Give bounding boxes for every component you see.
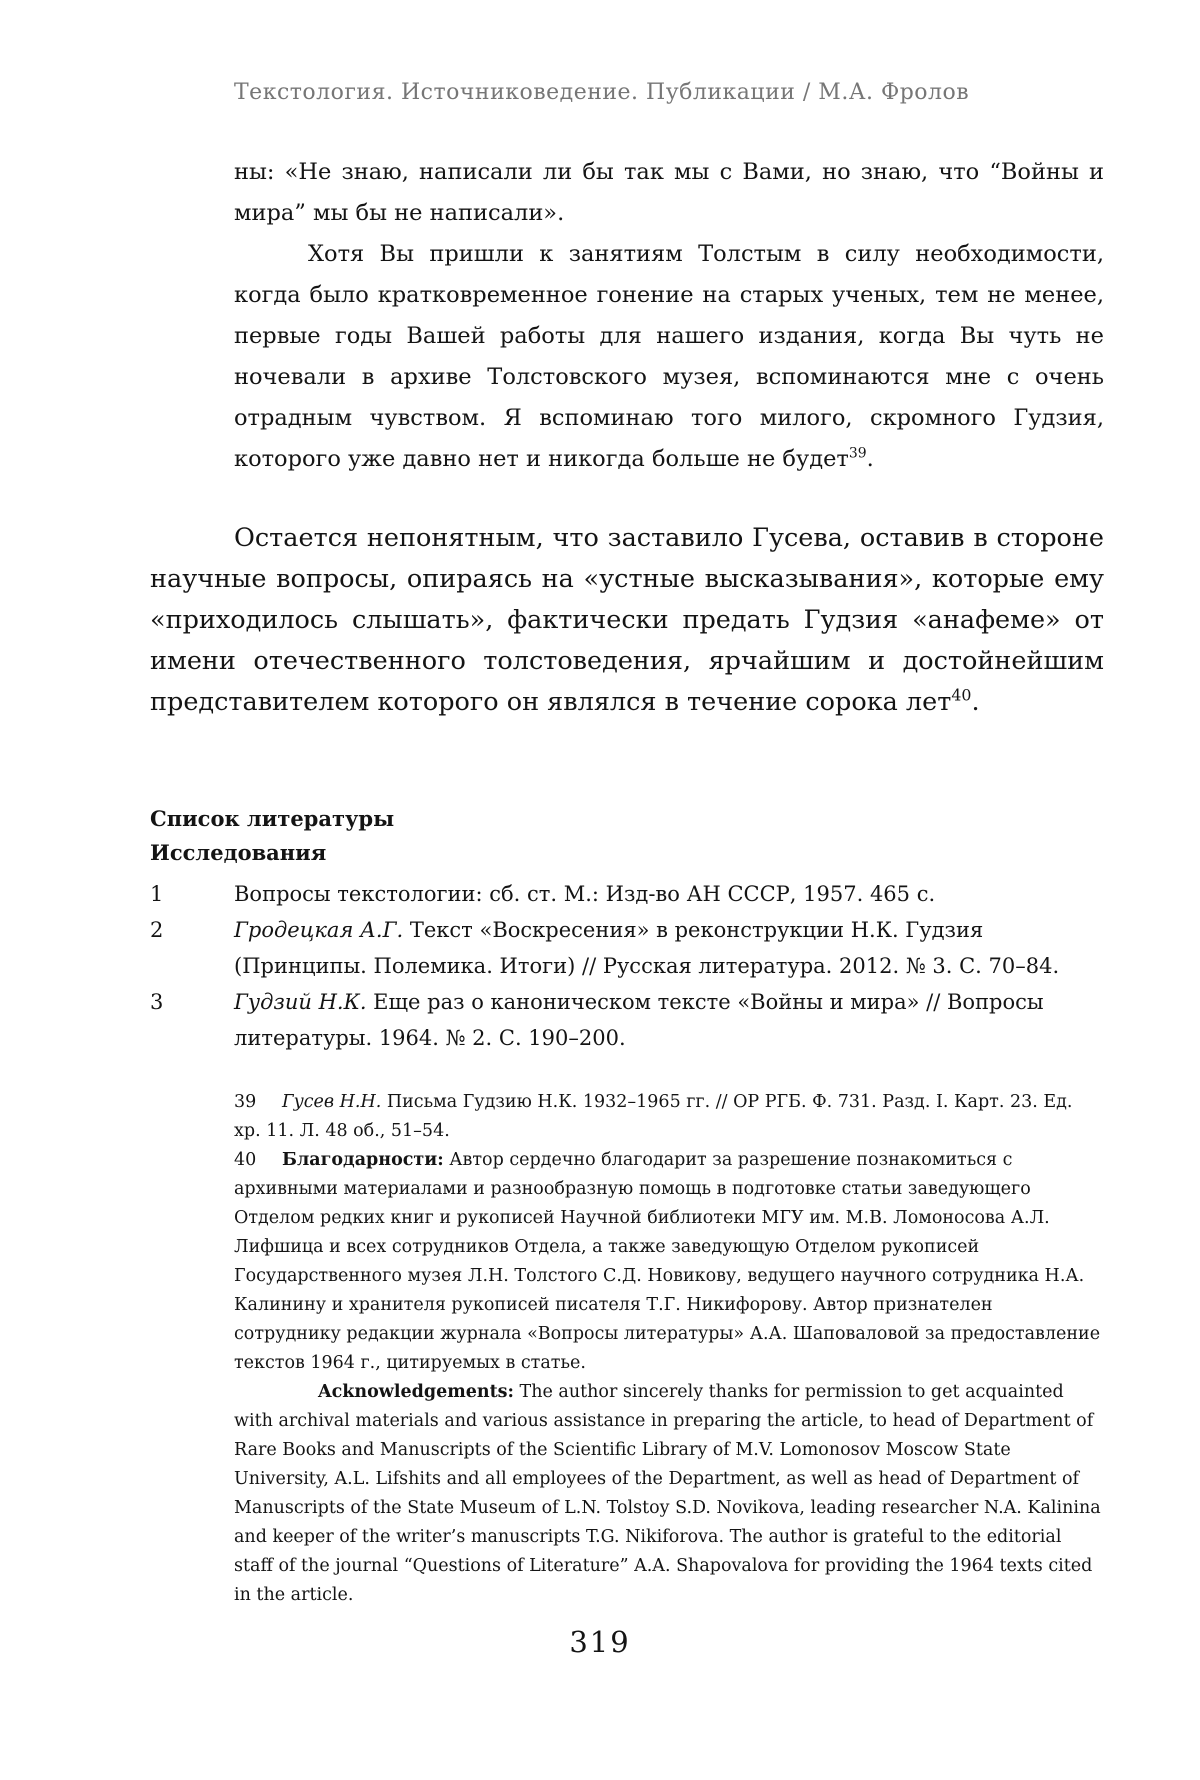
reference-item xyxy=(150,984,1104,1056)
reference-text xyxy=(234,912,1104,984)
ack-text: The author sincerely thanks for permission to get acquainted with archival materials and various assistance in preparing the article, to head of Department of Rare Books and Manuscripts of the Scientific Library of M.V. Lomonosov Moscow State University, A.L. Lifshits and all employees of the Department, as well as head of Department of Manuscripts of the State Museum of L.N. Tolstoy S.D. Novikova, leading researcher N.A. Kalinina and keeper of the writer’s manuscripts T.G. Nikiforova. The author is grateful to the editorial staff of the journal “Questions of Literature” A.A. Shapovalova for providing the 1964 texts cited in the article. xyxy=(234,1382,1101,1605)
reference-author: Гудзий Н.К. xyxy=(234,990,367,1014)
quote-paragraph-2-text: Хотя Вы пришли к занятиям Толстым в силу необходимости, когда было кратковременное гонение на старых ученых, тем не менее, первые годы Вашей работы для нашего издания, когда Вы чуть не ночевали в архиве Толстовского музея, вспоминаются мне с очень отрадным чувством. Я вспоминаю того милого, скромного Гудзия, которого уже давно нет и никогда больше не будет xyxy=(234,241,1104,472)
footnote-text: Письма Гудзию Н.К. 1932–1965 гг. // ОР РГБ. Ф. 731. Разд. I. Карт. 23. Ед. хр. 11. Л. 48 об., 51–54. xyxy=(234,1092,1073,1141)
footnote-ref-39[interactable]: 39 xyxy=(848,445,867,462)
block-quote xyxy=(234,152,1104,480)
footnote-ref-40[interactable]: 40 xyxy=(951,685,972,705)
quote-paragraph-1: ны: «Не знаю, написали ли бы так мы с Вами, но знаю, что “Войны и мира” мы бы не написали». xyxy=(234,159,1104,226)
reference-number: 3 xyxy=(150,990,164,1014)
reference-author: Гродецкая А.Г. xyxy=(234,918,404,942)
reference-list xyxy=(150,876,1104,1056)
reference-text xyxy=(234,984,1104,1056)
reference-item xyxy=(150,876,1104,912)
quote-paragraph-2: Хотя Вы пришли к занятиям Толстым в силу необходимости, когда было кратковременное гонение на старых ученых, тем не менее, первые годы Вашей работы для нашего издания, когда Вы чуть не ночевали в архиве Толстовского музея, вспоминаются мне с очень отрадным чувством. Я вспоминаю того милого, скромного Гудзия, которого уже давно нет и никогда больше не будет$^{39}$. xyxy=(234,241,1104,472)
references-title: Список литературы xyxy=(150,806,395,831)
ack-label: Acknowledgements: xyxy=(318,1382,514,1402)
reference-number: 2 xyxy=(150,918,164,942)
reference-number: 1 xyxy=(150,882,164,906)
footnote-text: Автор сердечно благодарит за разрешение познакомиться с архивными материалами и разнообразную помощь в подготовке статьи заведующего Отделом редких книг и рукописей Научной библиотеки МГУ им. М.В. Ломоносова А.Л. Лифшица и всех сотрудников Отдела, а также заведующую Отделом рукописей Государственного музея Л.Н. Толстого С.Д. Новикову, ведущего научного сотрудника Н.А. Калинину и хранителя рукописей писателя Т.Г. Никифорову. Автор признателен сотруднику редакции журнала «Вопросы литературы» А.А. Шаповаловой за предоставление текстов 1964 г., цитируемых в статье. xyxy=(234,1150,1101,1373)
reference-item xyxy=(150,912,1104,984)
footnote-40-acknowledgements xyxy=(234,1378,1104,1610)
reference-text xyxy=(234,876,1104,912)
footnote-39 xyxy=(234,1088,1104,1146)
running-header: Текстология. Источниковедение. Публикации / М.А. Фролов xyxy=(234,80,970,105)
footnote-number: 40 xyxy=(234,1150,257,1170)
footnote-author: Гусев Н.Н. xyxy=(282,1092,382,1112)
footnote-40 xyxy=(234,1146,1104,1378)
page-number: 319 xyxy=(569,1625,631,1659)
reference-body: Текст «Воскресения» в реконструкции Н.К. Гудзия (Принципы. Полемика. Итоги) // Русская литература. 2012. № 3. С. 70–84. xyxy=(234,918,1060,978)
footnote-label: Благодарности: xyxy=(282,1150,444,1170)
reference-body: Еще раз о каноническом тексте «Войны и мира» // Вопросы литературы. 1964. № 2. С. 190–200. xyxy=(234,990,1044,1050)
body-paragraph: Остается непонятным, что заставило Гусева, оставив в стороне научные вопросы, опираясь на «устные высказывания», которые ему «приходилось слышать», фактически предать Гудзия «анафеме» от имени отечественного толстоведения, ярчайшим и достойнейшим представителем которого он являлся в течение сорока лет$^{40}$. xyxy=(150,523,1104,717)
references-subtitle: Исследования xyxy=(150,840,327,865)
footnote-number: 39 xyxy=(234,1092,257,1112)
body-paragraph-text: Остается непонятным, что заставило Гусева, оставив в стороне научные вопросы, опираясь на «устные высказывания», которые ему «приходилось слышать», фактически предать Гудзия «анафеме» от имени отечественного толстоведения, ярчайшим и достойнейшим представителем которого он являлся в течение сорока лет xyxy=(150,523,1104,717)
footnotes xyxy=(234,1088,1104,1610)
reference-body: Вопросы текстологии: сб. ст. М.: Изд-во АН СССР, 1957. 465 с. xyxy=(234,882,936,906)
